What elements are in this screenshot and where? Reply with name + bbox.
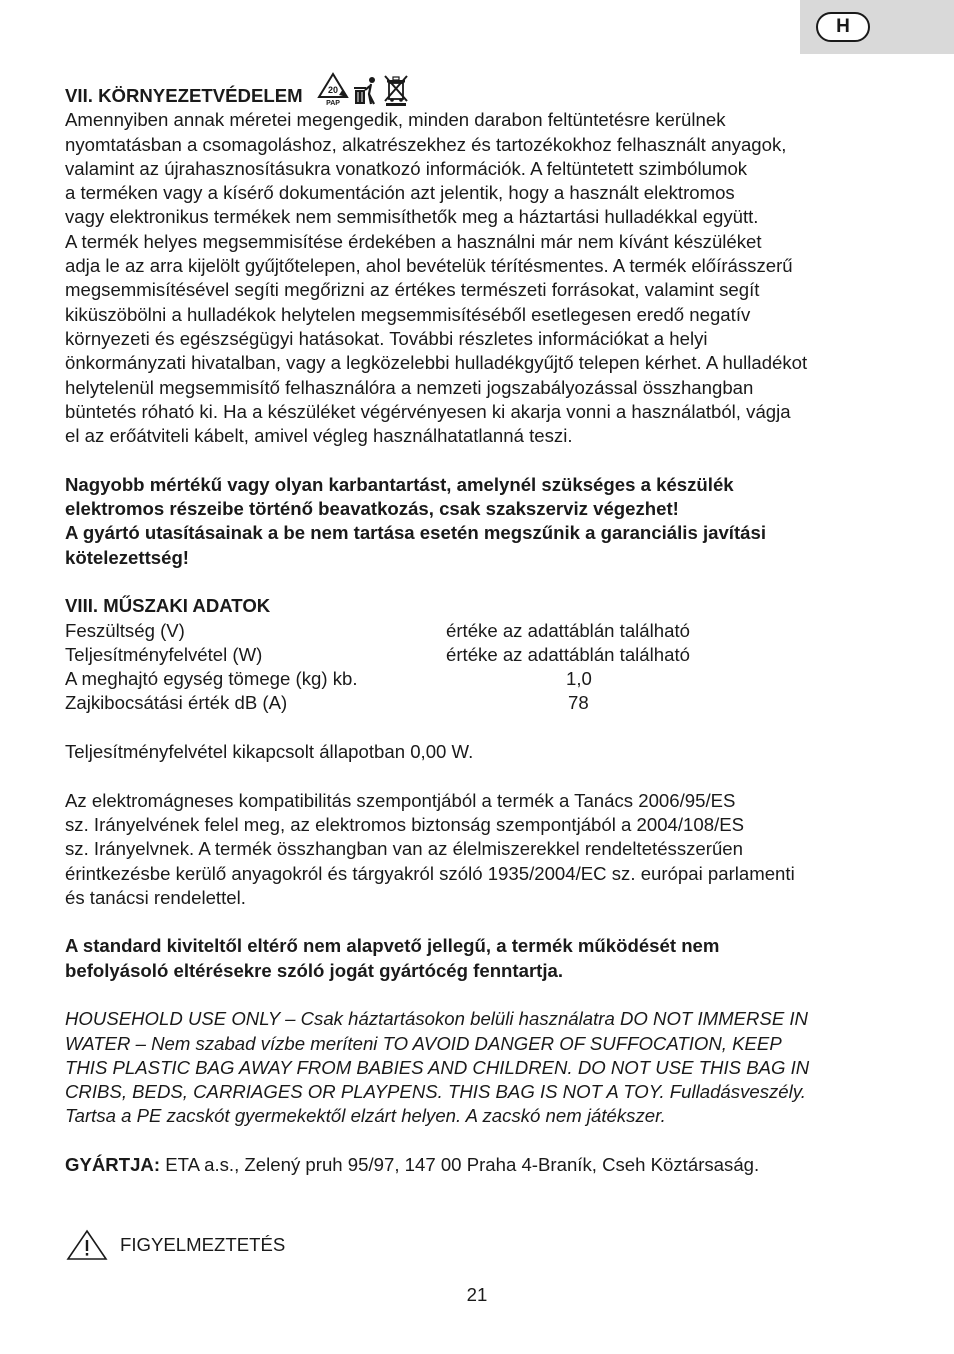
warning-triangle-icon <box>66 1229 108 1261</box>
tech-spec-table <box>65 619 895 716</box>
recycle-triangle-icon <box>317 72 349 106</box>
manufacturer-line <box>65 1153 895 1177</box>
section-8-heading: VIII. MŰSZAKI ADATOK <box>65 595 271 617</box>
recycle-number: 20 <box>327 85 338 96</box>
spec-value: értéke az adattáblán található <box>446 619 690 641</box>
standby-power: Teljesítményfelvétel kikapcsolt állapotban 0,00 W. <box>65 741 474 763</box>
warning-row <box>66 1229 285 1261</box>
spec-label: A meghajtó egység tömege (kg) kb. <box>65 668 358 690</box>
maintenance-warning: Nagyobb mértékű vagy olyan karbantartást, amelynél szükséges a készülék elektromos részeibe történő beavatkozás, csak szakszerviz végezhet! A gyártó utasításainak a be nem tartása esetén megszűnik a garanciális javítási kötelezettség! <box>65 473 767 568</box>
page-content <box>65 84 895 1177</box>
crossed-bin-icon <box>383 74 409 106</box>
manufacturer-address: ETA a.s., Zelený pruh 95/97, 147 00 Praha 4-Braník, Cseh Köztársaság. <box>160 1154 760 1176</box>
page-number: 21 <box>466 1284 488 1305</box>
household-warning: HOUSEHOLD USE ONLY – Csak háztartásokon belüli használatra DO NOT IMMERSE IN WATER – Nem szabad vízbe meríteni TO AVOID DANGER OF SUFFOCATION, KEEP THIS PLASTIC BAG AWAY FROM BABIES AND CHILDREN. DO NOT USE THIS BAG IN CRIBS, BEDS, CARRIAGES OR PLAYPENS. THIS BAG IS NOT A TOY. Fulladásveszély. Tartsa a PE zacskót gyermekektől elzárt helyen. A zacskó nem játékszer. <box>65 1008 810 1127</box>
spec-row <box>65 643 895 667</box>
person-bin-icon <box>353 76 379 106</box>
section-7-paragraph: Amennyiben annak méretei megengedik, minden darabon feltüntetésre kerülnek nyomtatásban a csomagoláshoz, alkatrészekhez és tartozékokhoz felhasznált anyagok, valamint az újrahasznosításukra vonatkozó információk. A feltüntetett szimbólumok a terméken vagy a kísérő dokumentáción azt jelentik, hogy a használt elektromos vagy elektronikus termékek nem semmisíthetők meg a háztartási hulladékkal együtt. A termék helyes megsemmisítése érdekében a használni már nem kívánt készüléket adja le az arra kijelölt gyűjtőtelepen, ahol bevételük térítésmentes. A termék előírásszerű megsemmisítésével segíti megőrizni az értékes természeti forrásokat, valamint segít kiküszöbölni a hulladékok helytelen megsemmisítéséből esetlegesen eredő negatív környezeti és egészségügyi hatásokat. További részletes információkat a helyi önkormányzati hivatalban, vagy a legközelebbi hulladékgyűjtő telepen kérhet. A hulladékot helytelenül megsemmisítő felhasználóra a nemzeti jogszabályozással összhangban büntetés róható ki. Ha a készüléket végérvényesen ki akarja vonni a használatból, vágja el az erőátviteli kábelt, amivel végleg használhatatlanná teszi. <box>65 109 808 447</box>
spec-value: értéke az adattáblán található <box>446 643 690 665</box>
section-7-heading: VII. KÖRNYEZETVÉDELEM <box>65 85 303 106</box>
spec-label: Zajkibocsátási érték dB (A) <box>65 692 288 714</box>
spec-row <box>65 619 895 643</box>
modification-rights: A standard kiviteltől eltérő nem alapvető jellegű, a termék működését nem befolyásoló eltérésekre szóló jogát gyártócég fenntartja. <box>65 935 720 981</box>
spec-row <box>65 691 895 715</box>
manufacturer-label: GYÁRTJA: <box>65 1154 161 1176</box>
spec-label: Teljesítményfelvétel (W) <box>65 643 263 665</box>
spec-row <box>65 667 895 691</box>
spec-value: 78 <box>568 692 589 714</box>
language-tab <box>800 0 954 54</box>
language-badge: H <box>816 12 870 42</box>
recycle-code: PAP <box>325 100 340 107</box>
environment-symbols <box>317 72 409 106</box>
compliance-text: Az elektromágneses kompatibilitás szempontjából a termék a Tanács 2006/95/ES sz. Irányelvének felel meg, az elektromos biztonság szempontjából a 2004/108/ES sz. Irányelvnek. A termék összhangban van az élelmiszerekkel rendeltetésszerűen érintkezésbe kerülő anyagokról és tárgyakról szóló 1935/2004/EC sz. európai parlamenti és tanácsi rendelettel. <box>65 789 795 908</box>
spec-label: Feszültség (V) <box>65 619 185 641</box>
spec-value: 1,0 <box>566 668 592 690</box>
section-7-heading-row <box>65 84 895 108</box>
warning-label: FIGYELMEZTETÉS <box>120 1233 286 1255</box>
